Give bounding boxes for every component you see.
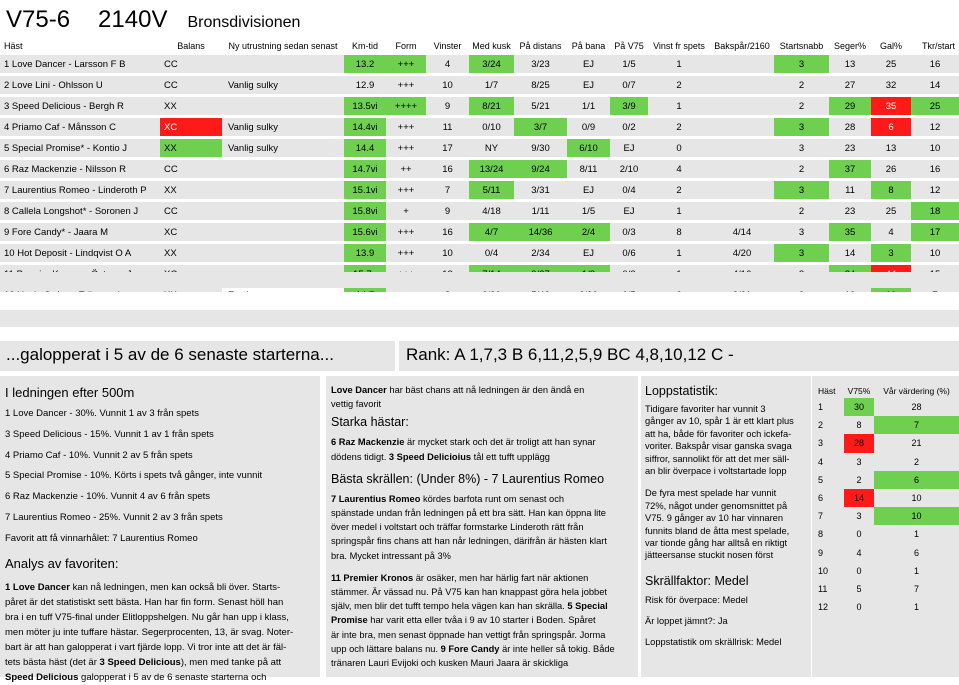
column-header: Vinster — [433, 41, 462, 51]
horse-kusk: 4/7 — [469, 223, 514, 241]
strong-horses-text: 6 Raz Mackenzie är mycket stark och det är troligt att han synar dödens tidigt. 3 Speed Delicioius tål ett tufft upplägg — [331, 437, 596, 462]
percent-cell: 7 — [874, 416, 959, 434]
horse-kusk: 13/24 — [469, 160, 514, 178]
percent-header-cell: V75% — [847, 386, 871, 396]
percent-row — [814, 434, 959, 452]
column-header: Ny utrustning sedan senast — [228, 41, 338, 51]
table-header — [0, 37, 959, 55]
horse-vinster: 9 — [426, 202, 469, 220]
horse-bana: 0/9 — [567, 118, 610, 136]
filler-row — [0, 272, 959, 288]
horse-vinster: 7 — [426, 181, 469, 199]
horse-seger: 28 — [829, 118, 871, 136]
horse-bak — [710, 118, 774, 136]
race-even: Är loppet jämnt?: Ja — [645, 615, 728, 626]
lead-item: 5 Special Promise - 10%. Körts i spets två gånger, inte vunnit — [5, 470, 263, 482]
horse-bak — [710, 139, 774, 157]
stats-paragraph-2: De fyra mest spelade har vunnit 72%, något under genomsnittet på V75. 9 gånger av 10 har vinnaren funnits bland de åtta mest spelade, var tionde gång har alltså en riktigt jätteersanse stuckit nosen först — [645, 488, 790, 561]
filler-row — [0, 310, 959, 327]
horse-start: 3 — [774, 55, 829, 73]
horse-bana: EJ — [567, 76, 610, 94]
column-header: Bakspår/2160 — [714, 41, 770, 51]
horse-form: +++ — [386, 181, 426, 199]
horse-seger: 29 — [829, 97, 871, 115]
horse-dist: 8/25 — [514, 76, 567, 94]
lead-column — [0, 376, 320, 683]
lead-item: 1 Love Dancer - 30%. Vunnit 1 av 3 från spets — [5, 408, 199, 419]
percent-cell: 28 — [911, 402, 922, 413]
horse-balans: CC — [160, 160, 222, 178]
horse-bana: EJ — [567, 181, 610, 199]
horse-bak: 4/20 — [710, 244, 774, 262]
horse-dist: 2/34 — [514, 244, 567, 262]
horse-kusk: 5/11 — [469, 181, 514, 199]
love-dancer-text: Love Dancer har bäst chans att nå ledningen är den ändå en vettig favorit — [331, 385, 585, 410]
horse-km: 12.9 — [344, 76, 386, 94]
horse-seger: 13 — [829, 55, 871, 73]
horse-start: 3 — [774, 244, 829, 262]
column-header: Seger% — [833, 41, 867, 51]
horse-utr: Vanlig sulky — [222, 139, 344, 157]
stats-column — [641, 376, 811, 677]
race-number: V75-6 — [6, 6, 71, 33]
horse-row — [0, 139, 959, 157]
horse-balans: XC — [160, 118, 222, 136]
horse-kusk: 3/24 — [469, 55, 514, 73]
horse-start: 3 — [774, 181, 829, 199]
percent-cell: 5 — [856, 583, 862, 594]
percent-cell: 2 — [818, 420, 824, 431]
galopp-text: ...galopperat i 5 av de 6 senaste starterna... — [6, 345, 334, 364]
percent-row — [814, 562, 959, 580]
column-header: Startsnabb — [779, 41, 824, 51]
percent-row — [814, 580, 959, 598]
horse-form: +++ — [386, 76, 426, 94]
horse-seger: 23 — [829, 139, 871, 157]
percent-cell: 7 — [913, 583, 919, 594]
horse-row — [0, 97, 959, 115]
horse-vinster: 9 — [426, 97, 469, 115]
summary-line — [0, 341, 959, 371]
horse-name: 2 Love Lini - Ohlsson U — [0, 76, 160, 94]
horse-gal: 35 — [871, 97, 911, 115]
horse-dist: 3/31 — [514, 181, 567, 199]
horse-utr — [222, 160, 344, 178]
percent-row — [814, 598, 959, 616]
percent-cell: 21 — [911, 438, 922, 449]
horse-spets: 1 — [648, 202, 710, 220]
percent-cell: 2 — [913, 456, 919, 467]
horse-form: + — [386, 202, 426, 220]
race-distance: 2140V — [98, 6, 168, 33]
horse-bak — [710, 160, 774, 178]
horse-kusk: 1/7 — [469, 76, 514, 94]
horse-name: 5 Special Promise* - Kontio J — [0, 139, 160, 157]
horse-dist: 9/30 — [514, 139, 567, 157]
percent-row — [814, 416, 959, 434]
percent-cell: 7 — [818, 511, 824, 522]
horse-name: 4 Priamo Caf - Månsson C — [0, 118, 160, 136]
percent-row — [814, 453, 959, 471]
stats-paragraph-1: Tidigare favoriter har vunnit 3 gånger av 10, spår 1 är ett klart plus att ha, både för favoriter och ickefa- voriter. Bakspår visar ganska svaga siffror, sannolikt för att det mer säll- an blir överpace i voltstartade lopp — [645, 404, 794, 477]
horse-seger: 27 — [829, 76, 871, 94]
horse-km: 13.9 — [344, 244, 386, 262]
percent-cell: 4 — [856, 547, 862, 558]
percent-row — [814, 398, 959, 416]
horse-name: 3 Speed Delicious - Bergh R — [0, 97, 160, 115]
race-division: Bronsdivisionen — [187, 14, 301, 31]
horse-row — [0, 244, 959, 262]
horse-kusk: 0/10 — [469, 118, 514, 136]
horse-kusk: 4/18 — [469, 202, 514, 220]
horse-v75: EJ — [610, 202, 648, 220]
race-title — [6, 6, 300, 36]
horse-balans: CC — [160, 76, 222, 94]
horse-utr — [222, 244, 344, 262]
horse-utr: Vanlig sulky — [222, 76, 344, 94]
strong-horses-title: Starka hästar: — [331, 415, 409, 430]
longshot-text: 7 Laurentius Romeo kördes barfota runt om senast och spänstade undan från ledningen på ett bra sätt. Han kan öppna lite över medel i voltstart och träffar formstarke Linderoth rätt från springspår fins chans att han når ledningen, därifrån är hästen klart bra. Mycket intressant på 3% — [331, 493, 607, 561]
horse-utr — [222, 181, 344, 199]
horse-name: 1 Love Dancer - Larsson F B — [0, 55, 160, 73]
horse-tkr: 10 — [911, 244, 959, 262]
horse-balans: XC — [160, 223, 222, 241]
percent-cell: 0 — [856, 529, 862, 540]
horse-tkr: 25 — [911, 97, 959, 115]
horse-spets: 1 — [648, 55, 710, 73]
horse-tkr: 18 — [911, 202, 959, 220]
horse-seger: 14 — [829, 244, 871, 262]
horse-bana: 8/11 — [567, 160, 610, 178]
horse-bana: 6/10 — [567, 139, 610, 157]
horse-row — [0, 181, 959, 199]
horse-spets: 1 — [648, 97, 710, 115]
horse-kusk: NY — [469, 139, 514, 157]
horse-form: +++ — [386, 244, 426, 262]
percent-cell: 10 — [818, 565, 829, 576]
column-header: På V75 — [614, 41, 644, 51]
horse-seger: 11 — [829, 181, 871, 199]
horse-balans: XX — [160, 244, 222, 262]
best-longshot-title: Bästa skrällen: (Under 8%) - 7 Laurentius Romeo — [331, 471, 605, 486]
percent-header — [814, 384, 959, 398]
horse-utr — [222, 55, 344, 73]
horse-row — [0, 118, 959, 136]
horse-bak — [710, 97, 774, 115]
column-header: På distans — [519, 41, 562, 51]
horse-v75: 3/9 — [610, 97, 648, 115]
horse-bana: 1/1 — [567, 97, 610, 115]
horse-start: 2 — [774, 202, 829, 220]
horse-gal: 8 — [871, 181, 911, 199]
horse-vinster: 16 — [426, 223, 469, 241]
skrallfaktor: Skrällfaktor: Medel — [645, 573, 749, 588]
stats-title: Loppstatistik: — [645, 384, 718, 398]
horse-seger: 37 — [829, 160, 871, 178]
column-header: Vinst fr spets — [653, 41, 705, 51]
column-header: Km-tid — [351, 41, 378, 51]
horse-dist: 9/24 — [514, 160, 567, 178]
horse-gal: 3 — [871, 244, 911, 262]
horse-dist: 3/23 — [514, 55, 567, 73]
horse-bak: 4/14 — [710, 223, 774, 241]
horse-bana: EJ — [567, 244, 610, 262]
horse-bak — [710, 181, 774, 199]
horse-km: 15.1vi — [344, 181, 386, 199]
percent-table — [814, 384, 959, 616]
horse-table — [0, 37, 959, 307]
horse-v75: 0/2 — [610, 118, 648, 136]
horse-name: 7 Laurentius Romeo - Linderoth P — [0, 181, 160, 199]
percent-cell: 10 — [874, 507, 959, 525]
horse-row — [0, 202, 959, 220]
percent-cell: 1 — [818, 402, 824, 413]
horse-utr — [222, 223, 344, 241]
lead-title: I ledningen efter 500m — [5, 385, 135, 400]
horse-kusk: 8/21 — [469, 97, 514, 115]
horse-spets: 1 — [648, 244, 710, 262]
percent-cell: 9 — [818, 547, 824, 558]
divider — [395, 341, 399, 371]
horse-spets: 2 — [648, 181, 710, 199]
horse-v75: 0/7 — [610, 76, 648, 94]
column-header: På bana — [571, 41, 606, 51]
percent-cell: 12 — [818, 602, 829, 613]
horse-tkr: 17 — [911, 223, 959, 241]
percent-cell: 2 — [856, 474, 862, 485]
percent-cell: 8 — [856, 420, 862, 431]
horse-km: 15.6vi — [344, 223, 386, 241]
horse-name: 9 Fore Candy* - Jaara M — [0, 223, 160, 241]
horse-km: 14.7vi — [344, 160, 386, 178]
horse-km: 14.4 — [344, 139, 386, 157]
horse-bak — [710, 76, 774, 94]
percent-header-cell: Häst — [818, 386, 836, 396]
horse-gal: 13 — [871, 139, 911, 157]
horse-bana: 1/5 — [567, 202, 610, 220]
percent-cell: 1 — [913, 565, 919, 576]
horse-bak — [710, 55, 774, 73]
horse-start: 2 — [774, 97, 829, 115]
percent-cell: 30 — [844, 398, 874, 416]
horse-tkr: 14 — [911, 76, 959, 94]
rank-text: Rank: A 1,7,3 B 6,11,2,5,9 BC 4,8,10,12 C - — [406, 345, 734, 364]
horse-utr — [222, 97, 344, 115]
percent-header-cell: Vår värdering (%) — [883, 386, 950, 396]
percent-cell: 4 — [818, 456, 824, 467]
horse-gal: 26 — [871, 160, 911, 178]
percent-cell: 28 — [844, 434, 874, 452]
horse-dist: 14/36 — [514, 223, 567, 241]
horse-spets: 8 — [648, 223, 710, 241]
horse-tkr: 16 — [911, 55, 959, 73]
horse-balans: CC — [160, 202, 222, 220]
horse-tkr: 12 — [911, 118, 959, 136]
horse-form: +++ — [386, 118, 426, 136]
horse-v75: 0/6 — [610, 244, 648, 262]
horse-vinster: 10 — [426, 76, 469, 94]
horse-start: 3 — [774, 139, 829, 157]
horse-balans: XX — [160, 139, 222, 157]
lead-item: 3 Speed Delicious - 15%. Vunnit 1 av 1 från spets — [5, 428, 214, 440]
percent-cell: 0 — [856, 602, 862, 613]
percent-cell: 10 — [911, 493, 922, 504]
column-header: Med kusk — [472, 41, 511, 51]
horse-balans: XX — [160, 97, 222, 115]
horse-seger: 23 — [829, 202, 871, 220]
longshot-risk: Loppstatistik om skrällrisk: Medel — [645, 636, 782, 647]
column-header: Gal% — [879, 41, 902, 51]
horse-seger: 35 — [829, 223, 871, 241]
favorite-analysis-text: 1 Love Dancer kan nå ledningen, men kan också bli över. Starts- påret är det statistiskt sett bästa. Han har fin form. Senast höll han bra i en tuff V75-final under Elitloppshelgen. Nu går han upp i klass, men möter ju inte tuffare hästar. Segerprocenten, 13, är svag. Noter- bart är att han galopperat i vart fjärde lopp. Vi tror inte att det är fäl- tets bästa häst (det är 3 Speed Delicious), men med tanke på att Speed Delicious galopperat i 5 av de 6 senaste starterna och — [5, 581, 294, 683]
horse-form: +++ — [386, 223, 426, 241]
percent-row — [814, 471, 959, 489]
horse-start: 3 — [774, 223, 829, 241]
horse-v75: EJ — [610, 139, 648, 157]
percent-row — [814, 507, 959, 525]
horse-v75: 2/10 — [610, 160, 648, 178]
horse-v75: 0/3 — [610, 223, 648, 241]
horse-bana: EJ — [567, 55, 610, 73]
horse-vinster: 11 — [426, 118, 469, 136]
favorite-analysis-title: Analys av favoriten: — [5, 555, 119, 571]
horse-name: 8 Callela Longshot* - Soronen J — [0, 202, 160, 220]
lead-item: 7 Laurentius Romeo - 25%. Vunnit 2 av 3 från spets — [5, 511, 223, 523]
horse-balans: XX — [160, 181, 222, 199]
horse-vinster: 16 — [426, 160, 469, 178]
horse-name: 10 Hot Deposit - Lindqvist O A — [0, 244, 160, 262]
percent-cell: 6 — [913, 547, 919, 558]
percent-row — [814, 544, 959, 562]
horse-form: ++ — [386, 160, 426, 178]
percent-row — [814, 489, 959, 507]
column-header: Tkr/start — [922, 41, 955, 51]
horse-gal: 32 — [871, 76, 911, 94]
horse-gal: 4 — [871, 223, 911, 241]
horse-km: 15.8vi — [344, 202, 386, 220]
horse-form: ++++ — [386, 97, 426, 115]
analysis-column — [326, 376, 638, 677]
horse-row — [0, 160, 959, 178]
horse-km: 13.5vi — [344, 97, 386, 115]
horse-gal: 25 — [871, 202, 911, 220]
percent-cell: 6 — [874, 471, 959, 489]
horse-bana: 2/4 — [567, 223, 610, 241]
horse-vinster: 17 — [426, 139, 469, 157]
horse-km: 14.4vi — [344, 118, 386, 136]
percent-cell: 3 — [818, 438, 824, 449]
horse-row — [0, 76, 959, 94]
horse-vinster: 10 — [426, 244, 469, 262]
percent-cell: 0 — [856, 565, 862, 576]
horse-spets: 4 — [648, 160, 710, 178]
horse-km: 13.2 — [344, 55, 386, 73]
horse-bak — [710, 202, 774, 220]
percent-cell: 5 — [818, 474, 824, 485]
horse-spets: 2 — [648, 76, 710, 94]
horse-spets: 2 — [648, 118, 710, 136]
other-horses-text: 11 Premier Kronos är osäker, men har härlig fart när aktionen stämmer. Är vässad nu. På V75 kan han knappast göra hela jobbet själv, men blir det tufft tempo hela vägen kan han skrälla. 5 Special Promise har varit etta eller tvåa i 9 av 10 starter i Boden. Spåret är inte bra, men senast öppnade han vettigt från springspår. Jorma upp och lättare balans nu. 9 Fore Candy är inte heller så tokig. Både tränaren Lauri Evijoki och kusken Mauri Jaara är skickliga — [331, 572, 615, 669]
percent-cell: 6 — [818, 493, 824, 504]
horse-gal: 25 — [871, 55, 911, 73]
horse-dist: 5/21 — [514, 97, 567, 115]
horse-name: 6 Raz Mackenzie - Nilsson R — [0, 160, 160, 178]
horse-spets: 0 — [648, 139, 710, 157]
horse-row — [0, 55, 959, 73]
percent-row — [814, 525, 959, 543]
horse-balans: CC — [160, 55, 222, 73]
column-header: Form — [395, 41, 417, 51]
percent-cell: 1 — [913, 529, 919, 540]
horse-vinster: 4 — [426, 55, 469, 73]
percent-column — [812, 376, 959, 677]
horse-utr — [222, 202, 344, 220]
horse-start: 3 — [774, 118, 829, 136]
lead-item: 4 Priamo Caf - 10%. Vunnit 2 av 5 från spets — [5, 449, 193, 461]
horse-tkr: 16 — [911, 160, 959, 178]
percent-cell: 11 — [818, 583, 828, 594]
horse-start: 2 — [774, 76, 829, 94]
percent-cell: 1 — [913, 602, 919, 613]
lead-item: 6 Raz Mackenzie - 10%. Vunnit 4 av 6 från spets — [5, 491, 211, 503]
horse-dist: 3/7 — [514, 118, 567, 136]
horse-tkr: 10 — [911, 139, 959, 157]
spacer — [0, 292, 959, 308]
percent-cell: 3 — [856, 511, 862, 522]
overpace-risk: Risk för överpace: Medel — [645, 594, 748, 605]
column-header: Häst — [4, 41, 23, 51]
horse-start: 2 — [774, 160, 829, 178]
horse-form: +++ — [386, 139, 426, 157]
horse-kusk: 0/4 — [469, 244, 514, 262]
column-header: Balans — [177, 41, 205, 51]
percent-cell: 3 — [856, 456, 862, 467]
horse-dist: 1/11 — [514, 202, 567, 220]
horse-v75: 0/4 — [610, 181, 648, 199]
horse-utr: Vanlig sulky — [222, 118, 344, 136]
horse-tkr: 12 — [911, 181, 959, 199]
percent-cell: 8 — [818, 529, 824, 540]
horse-gal: 6 — [871, 118, 911, 136]
horse-row — [0, 223, 959, 241]
percent-cell: 14 — [844, 489, 874, 507]
horse-v75: 1/5 — [610, 55, 648, 73]
horse-form: +++ — [386, 55, 426, 73]
lead-favorite: Favorit att få vinnarhålet: 7 Laurentius Romeo — [5, 532, 198, 544]
